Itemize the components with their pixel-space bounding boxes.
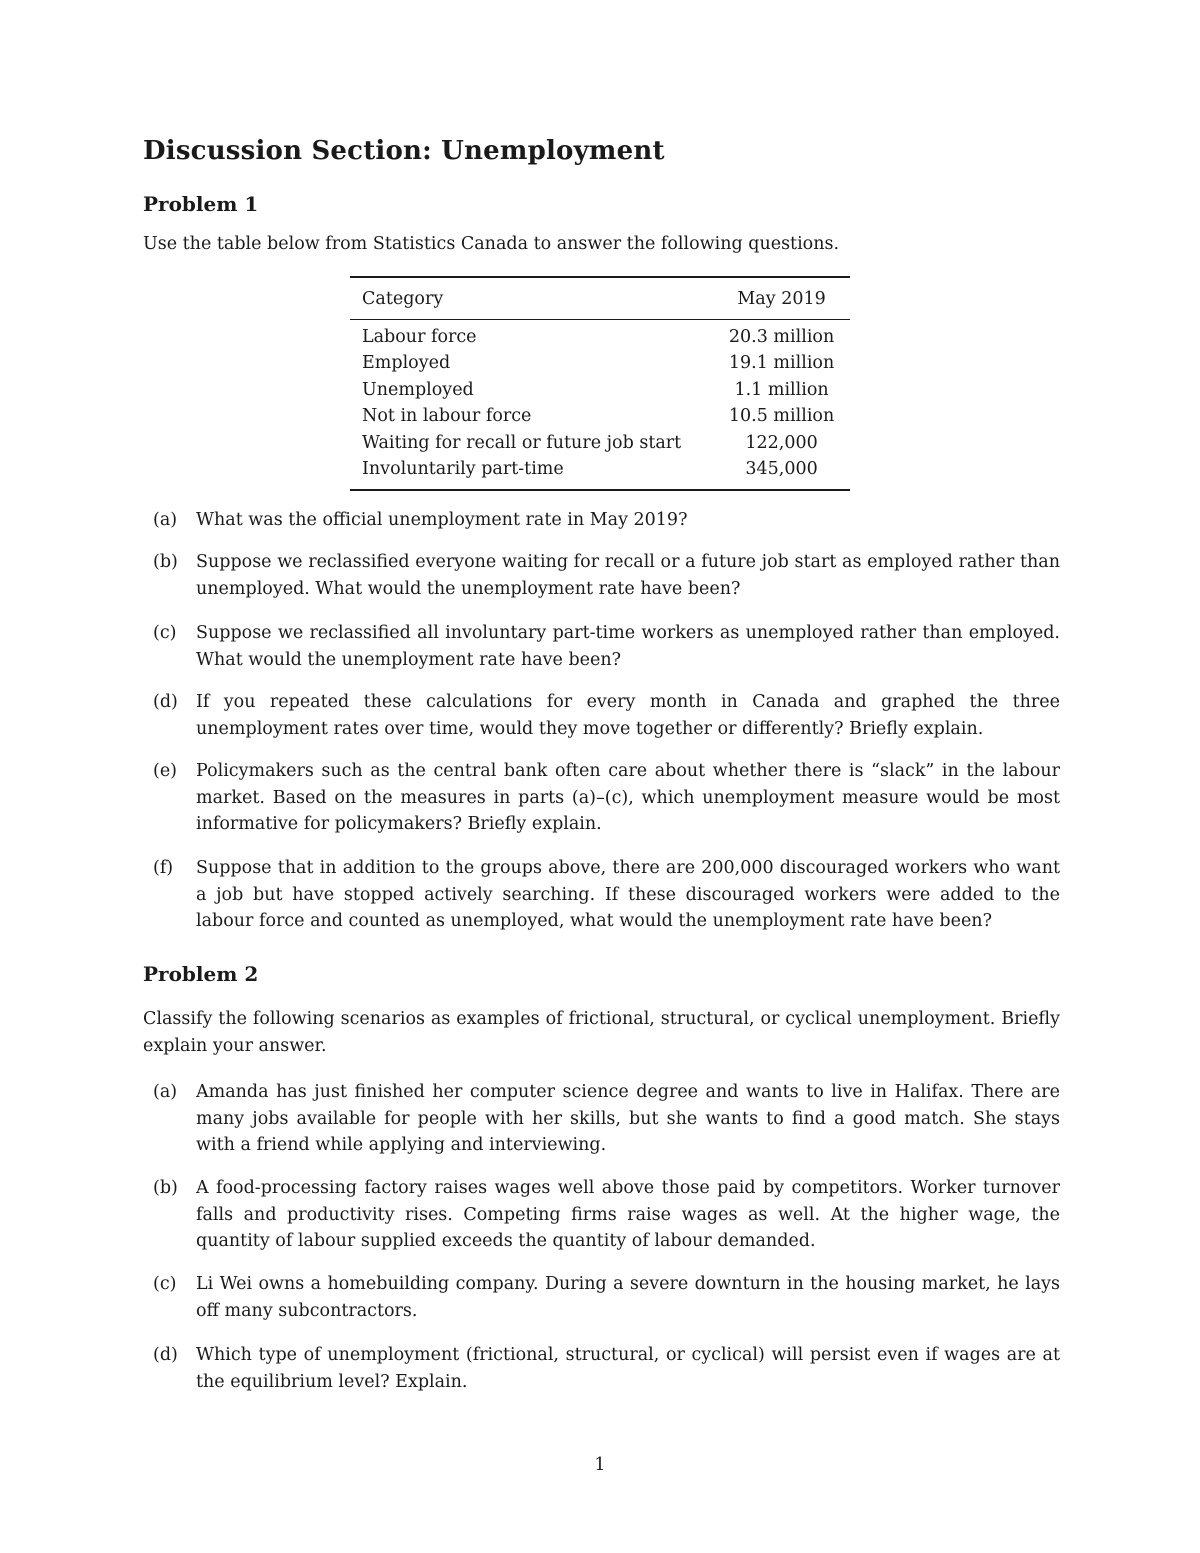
question-text: Amanda has just finished her computer science degree and wants to live in Halifax. There are many jobs available for people with her skills, but she wants to find a good match. She stays with a friend while applying and interviewing. — [196, 1082, 1060, 1155]
question-text: Suppose we reclassified all involuntary part-time workers as unemployed rather than employed. What would the unemployment rate have been? — [196, 623, 1060, 670]
table-row — [350, 377, 850, 404]
question-text: Policymakers such as the central bank often care about whether there is “slack” in the labour market. Based on the measures in parts (a)–(c), which unemployment measure would be most informative for policymakers? Briefly explain. — [196, 761, 1060, 834]
question-label: (e) — [153, 761, 178, 781]
page-number: 1 — [594, 1455, 606, 1475]
table-cell-value: 1.1 million — [734, 379, 829, 400]
table-cell-value: 20.3 million — [728, 326, 835, 347]
question-label: (f) — [153, 858, 174, 878]
table-cell-value: 19.1 million — [728, 353, 835, 373]
table-cell-category: Waiting for recall or future job start — [362, 432, 682, 453]
document-title: Discussion Section: Unemployment — [143, 136, 665, 166]
table-header-period: May 2019 — [713, 277, 850, 319]
question-text: Suppose we reclassified everyone waiting for recall or a future job start as employed rather than unemployed. What would the unemployment rate have been? — [196, 552, 1060, 599]
table-cell-category: Involuntarily part-time — [362, 459, 564, 479]
table-row — [350, 319, 850, 350]
statistics-table — [350, 276, 850, 491]
problem-2-heading: Problem 2 — [143, 962, 259, 986]
table-cell-category: Employed — [362, 353, 451, 373]
question-text: Suppose that in addition to the groups above, there are 200,000 discouraged workers who want a job but have stopped actively searching. If these discouraged workers were added to the labour force and counted as unemployed, what would the unemployment rate have been? — [196, 858, 1060, 931]
question-label: (b) — [153, 1178, 178, 1198]
table-cell-value: 345,000 — [745, 459, 818, 479]
table-header-row — [350, 277, 850, 319]
question-text: Li Wei owns a homebuilding company. During a severe downturn in the housing market, he lays off many subcontractors. — [196, 1274, 1060, 1321]
problem-2-intro: Classify the following scenarios as examples of frictional, structural, or cyclical unemployment. Briefly explain your answer. — [143, 1009, 1060, 1056]
table-row — [350, 456, 850, 490]
table-cell-category: Unemployed — [362, 379, 474, 400]
question-label: (a) — [153, 510, 178, 530]
question-label: (d) — [153, 1345, 178, 1365]
question-label: (c) — [153, 1274, 177, 1294]
problem-1-intro: Use the table below from Statistics Canada to answer the following questions. — [143, 234, 840, 254]
question-label: (a) — [153, 1082, 178, 1102]
table-cell-category: Labour force — [362, 326, 477, 347]
problem-1-heading: Problem 1 — [143, 192, 259, 216]
question-label: (b) — [153, 552, 178, 572]
question-text: What was the official unemployment rate in May 2019? — [196, 510, 688, 530]
table-row — [350, 403, 850, 430]
table-row — [350, 350, 850, 377]
table-cell-value: 10.5 million — [728, 406, 835, 426]
table-row — [350, 430, 850, 457]
table-cell-value: 122,000 — [745, 432, 818, 453]
question-text: A food-processing factory raises wages well above those paid by competitors. Worker turnover falls and productivity rises. Competing firms raise wages as well. At the higher wage, the quantity of labour supplied exceeds the quantity of labour demanded. — [196, 1178, 1060, 1251]
question-label: (c) — [153, 623, 177, 643]
table-cell-category: Not in labour force — [362, 406, 532, 426]
question-text: Which type of unemployment (frictional, structural, or cyclical) will persist even if wages are at the equilibrium level? Explain. — [196, 1345, 1060, 1392]
question-text: If you repeated these calculations for every month in Canada and graphed the three unemployment rates over time, would they move together or differently? Briefly explain. — [196, 692, 1060, 739]
table-header-category: Category — [350, 277, 713, 319]
question-label: (d) — [153, 692, 178, 712]
